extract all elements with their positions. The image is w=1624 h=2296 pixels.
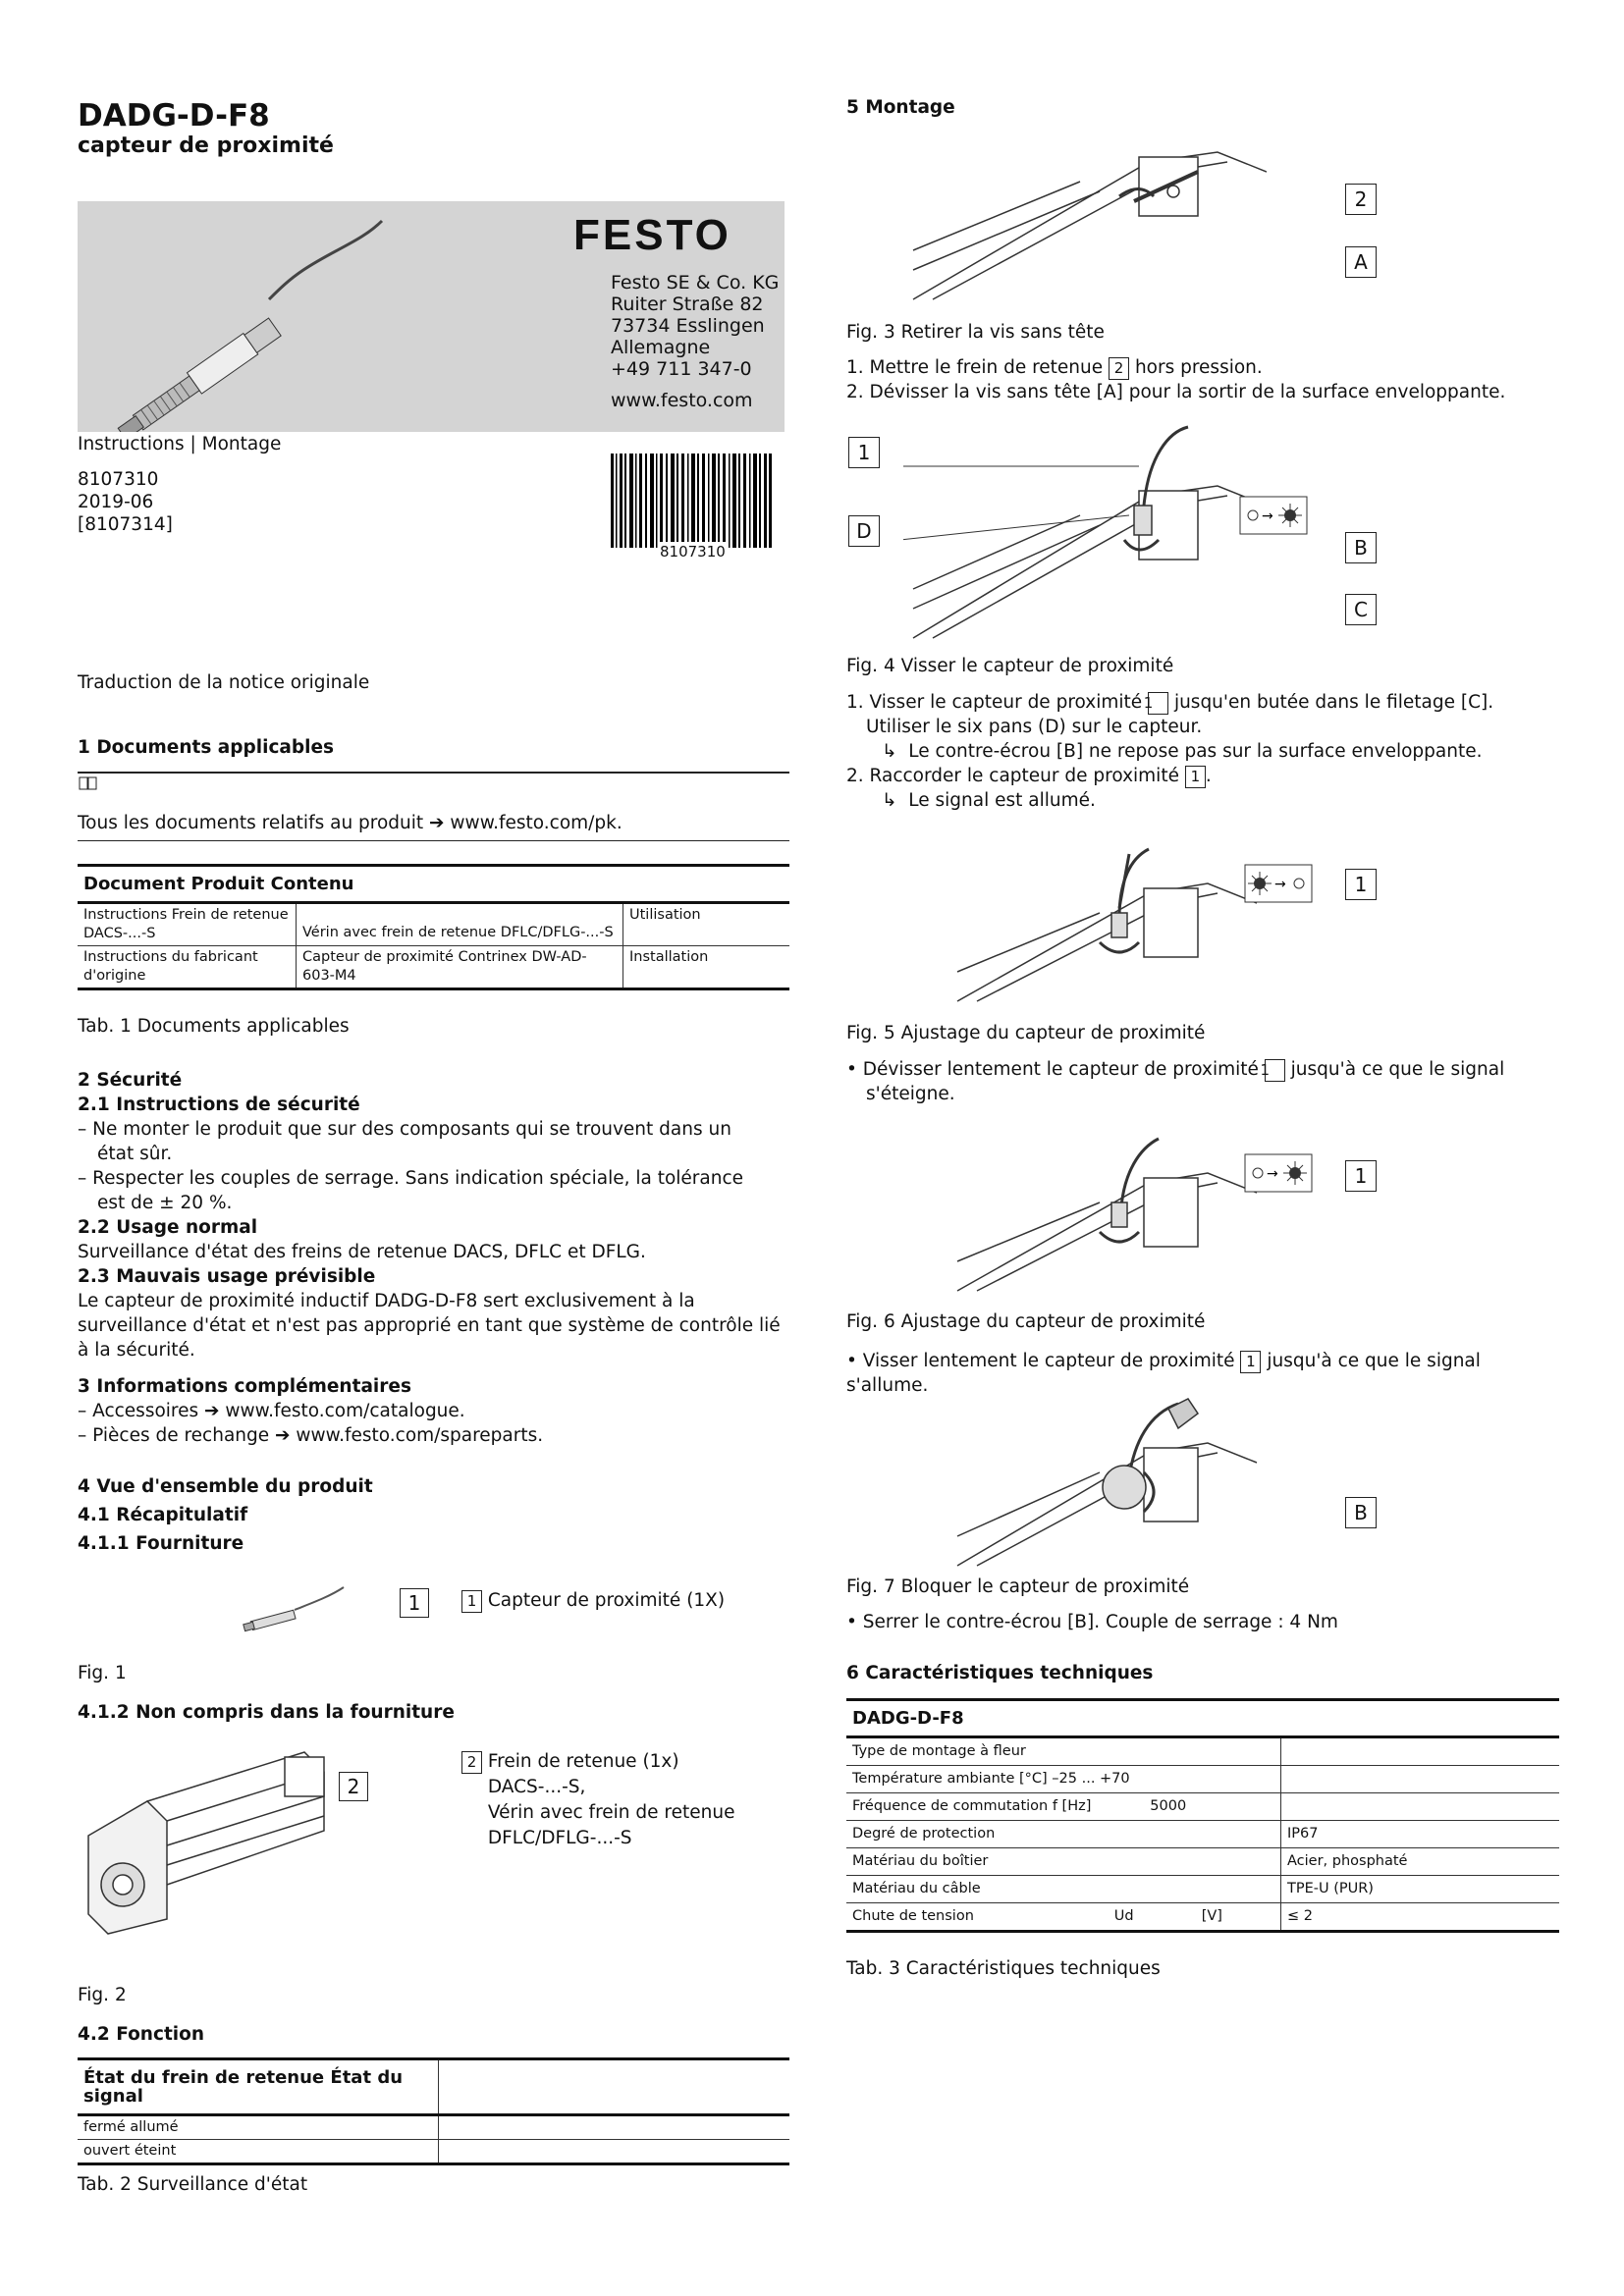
fig1-label-box: 1: [400, 1588, 429, 1618]
section-3: [78, 1374, 789, 1448]
table-row: Instructions Frein de retenue DACS-...-S Vérin avec frein de retenue DFLC/DFLG-...-S Utilisation: [78, 903, 789, 946]
documents-table: [78, 864, 789, 990]
brand-logo: FESTO: [573, 211, 731, 259]
section-6-heading: 6 Caractéristiques techniques: [846, 1663, 1154, 1683]
fig2-legend: 2 Frein de retenue (1x) DACS-...-S, Vérin avec frein de retenue DFLC/DFLG-...-S: [461, 1749, 734, 1851]
section-2-2-heading: 2.2 Usage normal: [78, 1217, 258, 1238]
signal-on-off-icon: [1244, 864, 1313, 903]
fig7-illustration: [952, 1394, 1267, 1571]
fig1-caption: Fig. 1: [78, 1663, 127, 1683]
table-1-caption: Tab. 1 Documents applicables: [78, 1016, 350, 1037]
section-5-heading: 5 Montage: [846, 97, 955, 118]
fig4-caption: Fig. 4 Visser le capteur de proximité: [846, 656, 1174, 676]
table-row: Matériau du câble TPE-U (PUR): [846, 1876, 1559, 1903]
doc-type: Instructions | Montage: [78, 434, 282, 454]
fig6-step: • Visser lentement le capteur de proximité 1 jusqu'à ce que le signal s'allume.: [846, 1351, 1481, 1396]
fig4-label-C: C: [1345, 594, 1377, 625]
fig3-illustration: [903, 142, 1267, 304]
specs-table: [846, 1698, 1559, 1933]
fig3-label-A: A: [1345, 246, 1377, 278]
fig4-label-B: B: [1345, 532, 1377, 563]
section-2-1-heading: 2.1 Instructions de sécurité: [78, 1095, 360, 1115]
fig4-illustration: [903, 417, 1267, 643]
specs-table-header: DADG-D-F8: [846, 1700, 1559, 1737]
fig6-illustration: [952, 1134, 1267, 1296]
table-row: Type de montage à fleur: [846, 1737, 1559, 1766]
fig2-caption: Fig. 2: [78, 1985, 127, 2005]
barcode-number: 8107310: [660, 543, 726, 561]
fig1-legend: 1 Capteur de proximité (1X): [461, 1588, 725, 1613]
fig5-caption: Fig. 5 Ajustage du capteur de proximité: [846, 1023, 1206, 1043]
translation-note: Traduction de la notice originale: [78, 672, 370, 693]
signal-table: [78, 2057, 789, 2165]
fig3-steps: 1. Mettre le frein de retenue 2 hors pression. 2. Dévisser la vis sans tête [A] pour la sortir de la surface enveloppante.: [846, 357, 1506, 402]
fig2-label-box: 2: [339, 1772, 368, 1801]
svg-text:→: →: [1274, 877, 1286, 892]
signal-off-on-icon: [1244, 1153, 1313, 1193]
fig4-steps: 1. Visser le capteur de proximité 1 jusqu'en butée dans le filetage [C]. Utiliser le six pans (D) sur le capteur. ↳ Le contre-écrou [B] ne repose pas sur la surface enveloppante. 2. Raccorder le capteur de proximité 1 . ↳ Le signal est allumé.: [846, 692, 1494, 811]
accessories-link[interactable]: – Accessoires ➔ www.festo.com/catalogue.: [78, 1401, 465, 1421]
table-row: ouvert éteint: [78, 2140, 789, 2164]
section-4-headings: [78, 1472, 789, 1558]
table-row: Température ambiante [°C] –25 ... +70: [846, 1766, 1559, 1793]
fig5-label-1: 1: [1345, 869, 1377, 900]
fig6-caption: Fig. 6 Ajustage du capteur de proximité: [846, 1311, 1206, 1332]
table-3-caption: Tab. 3 Caractéristiques techniques: [846, 1958, 1161, 1979]
section-1-heading: 1 Documents applicables: [78, 737, 335, 758]
website-link[interactable]: www.festo.com: [611, 390, 753, 411]
table-row: fermé allumé: [78, 2115, 789, 2140]
result-arrow-icon: ↳: [882, 790, 897, 811]
fig1-sensor: [241, 1582, 358, 1641]
table-row: Degré de protection IP67: [846, 1821, 1559, 1848]
doc-meta: 8107310 2019-06 [8107314]: [78, 469, 173, 535]
section-4-1-1-heading: 4.1.1 Fourniture: [78, 1533, 244, 1554]
section-3-heading: 3 Informations complémentaires: [78, 1376, 411, 1397]
section-2-3-heading: 2.3 Mauvais usage prévisible: [78, 1266, 376, 1287]
page-subtitle: capteur de proximité: [78, 133, 334, 158]
section-4-1-heading: 4.1 Récapitulatif: [78, 1505, 248, 1525]
table-2-caption: Tab. 2 Surveillance d'état: [78, 2174, 308, 2195]
table-row: Chute de tension Ud [V] ≤ 2: [846, 1903, 1559, 1932]
fig7-label-B: B: [1345, 1497, 1377, 1528]
fig5-step: • Dévisser lentement le capteur de proximité 1 jusqu'à ce que le signal s'éteigne.: [846, 1059, 1505, 1104]
fig5-illustration: [952, 844, 1267, 1006]
section-4-2-heading: 4.2 Fonction: [78, 2024, 205, 2045]
table-row: Instructions du fabricant d'origine Capteur de proximité Contrinex DW-AD-603-M4 Installation: [78, 946, 789, 989]
signal-table-header: État du frein de retenue État du signal: [78, 2059, 439, 2115]
fig6-label-1: 1: [1345, 1160, 1377, 1192]
section-2: 2 Sécurité 2.1 Instructions de sécurité – Ne monter le produit que sur des composants qui se trouvent dans un état sûr. – Respecter les couples de serrage. Sans indication spéciale, la tolérance est de ± 20 %. 2.2 Usage normal Surveillance d'état des freins de retenue DACS, DFLC et DFLG. 2.3 Mauvais usage prévisible Le capteur de proximité inductif DADG-D-F8 sert exclusivement à la surveillance d'état et n'est pas approprié en tant que système de contrôle lié à la sécurité.: [78, 1068, 789, 1362]
fig4-label-1: 1: [848, 437, 880, 468]
fig2-brake-cylinder: [79, 1747, 334, 1944]
signal-off-on-icon: [1239, 496, 1308, 535]
section-4-1-2-heading: 4.1.2 Non compris dans la fourniture: [78, 1702, 455, 1723]
fig7-step: • Serrer le contre-écrou [B]. Couple de serrage : 4 Nm: [846, 1612, 1338, 1632]
sensor-illustration: [78, 201, 402, 432]
spareparts-link[interactable]: – Pièces de rechange ➔ www.festo.com/spareparts.: [78, 1425, 544, 1446]
fig4-label-D: D: [848, 515, 880, 547]
table-row: Fréquence de commutation f [Hz] 5000: [846, 1793, 1559, 1821]
result-arrow-icon: ↳: [882, 741, 897, 762]
svg-text:→: →: [1262, 508, 1273, 524]
product-banner: [78, 201, 785, 432]
address-block: Festo SE & Co. KG Ruiter Straße 82 73734 Esslingen Allemagne +49 711 347-0 www.festo.com: [611, 272, 780, 411]
fig3-label-2: 2: [1345, 184, 1377, 215]
book-icon: [79, 775, 98, 791]
documents-table-header: Document Produit Contenu: [78, 866, 789, 903]
fig7-caption: Fig. 7 Bloquer le capteur de proximité: [846, 1576, 1190, 1597]
svg-text:→: →: [1267, 1166, 1278, 1182]
section-2-heading: 2 Sécurité: [78, 1070, 183, 1091]
section-1-text: Tous les documents relatifs au produit ➔ www.festo.com/pk.: [78, 813, 623, 833]
section-4-heading: 4 Vue d'ensemble du produit: [78, 1476, 373, 1497]
page-title: DADG-D-F8: [78, 98, 270, 133]
table-row: Matériau du boîtier Acier, phosphaté: [846, 1848, 1559, 1876]
fig3-caption: Fig. 3 Retirer la vis sans tête: [846, 322, 1105, 343]
